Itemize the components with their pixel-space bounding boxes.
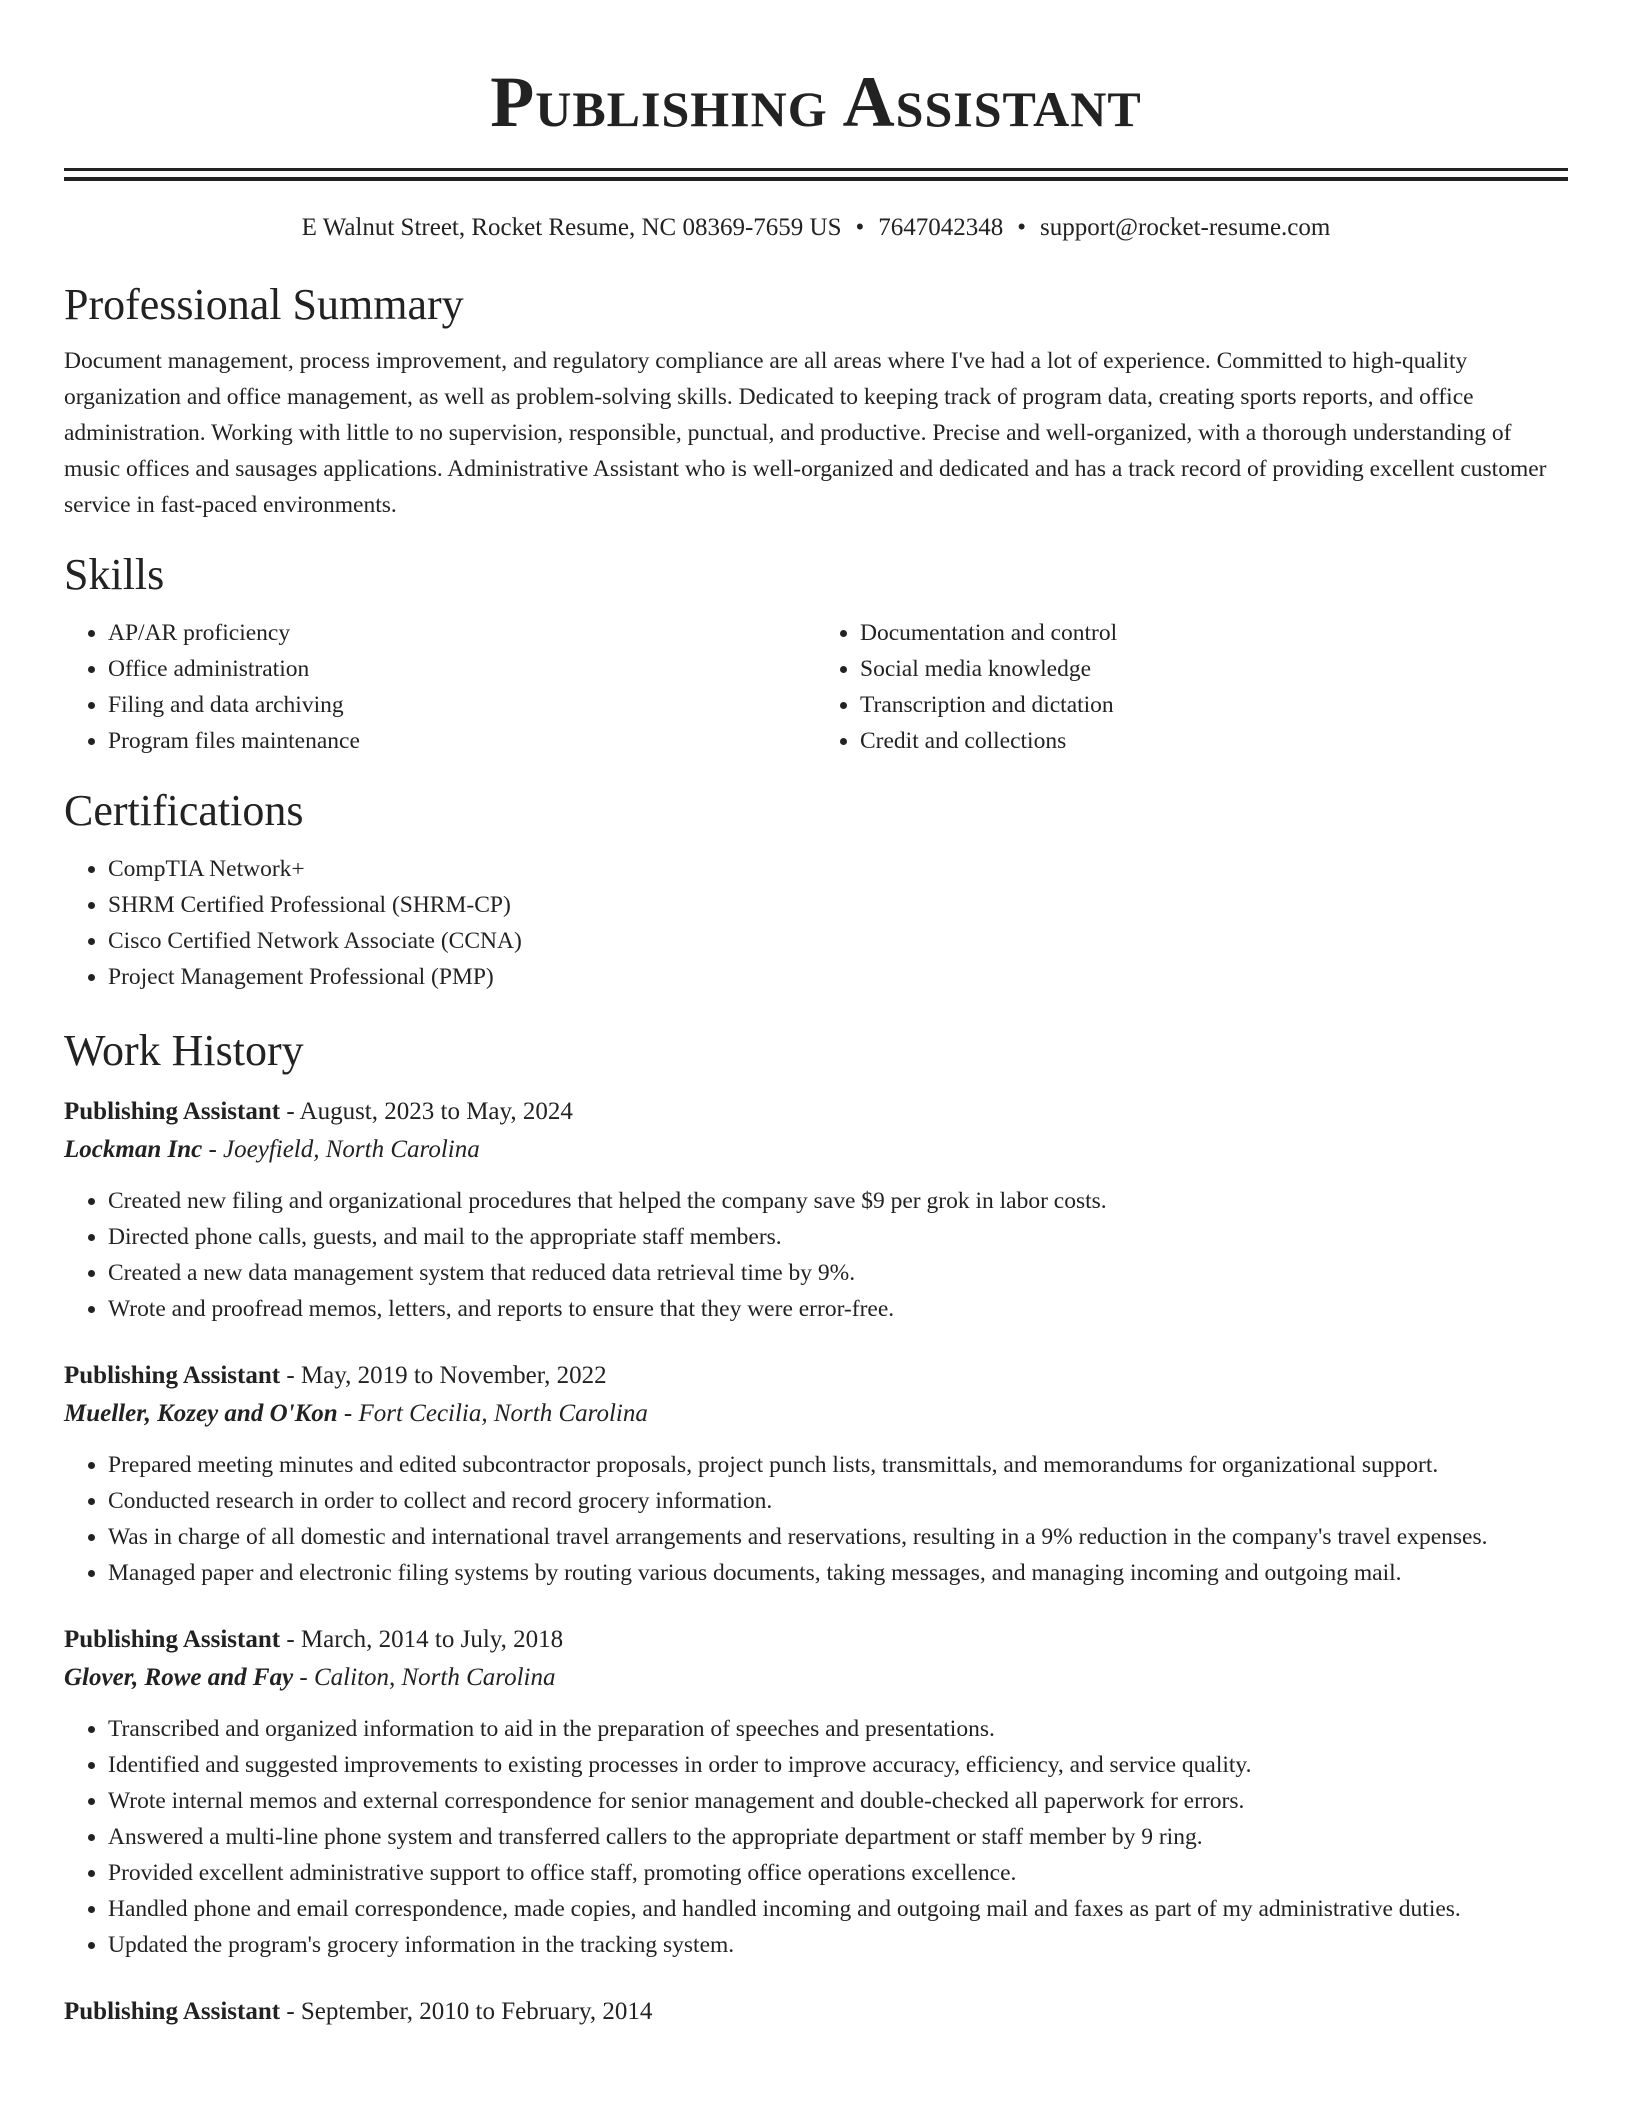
job-bullet: • Transcribed and organized information to aid in the preparation of speeches and presentations. bbox=[108, 1711, 1568, 1747]
job-bullet: • Wrote internal memos and external correspondence for senior management and double-checked all paperwork for errors. bbox=[108, 1783, 1568, 1819]
skill-item: • Office administration bbox=[108, 651, 816, 687]
skill-item: • Program files maintenance bbox=[108, 723, 816, 759]
certification-item: • SHRM Certified Professional (SHRM-CP) bbox=[108, 887, 1568, 923]
job-entry bbox=[64, 1357, 1568, 1591]
job-location: - Caliton, North Carolina bbox=[293, 1664, 556, 1691]
job-bullet: • Created a new data management system that reduced data retrieval time by 9%. bbox=[108, 1255, 1568, 1291]
job-title: Publishing Assistant bbox=[64, 1098, 281, 1125]
job-bullet: • Prepared meeting minutes and edited subcontractor proposals, project punch lists, transmittals, and memorandums for organizational support. bbox=[108, 1447, 1568, 1483]
job-dates: - March, 2014 to July, 2018 bbox=[280, 1626, 564, 1653]
job-location: - Joeyfield, North Carolina bbox=[202, 1136, 480, 1163]
job-company: Mueller, Kozey and O'Kon bbox=[64, 1400, 338, 1427]
job-entry bbox=[64, 1621, 1568, 1963]
job-bullets bbox=[64, 1447, 1568, 1591]
resume-name: Publishing Assistant bbox=[490, 62, 1142, 142]
job-bullets bbox=[64, 1711, 1568, 1963]
job-location: - Fort Cecilia, North Carolina bbox=[337, 1400, 648, 1427]
skills-list-left bbox=[64, 615, 816, 759]
skill-item: • Documentation and control bbox=[860, 615, 1568, 651]
job-bullet: • Was in charge of all domestic and international travel arrangements and reservations, resulting in a 9% reduction in the company's travel expenses. bbox=[108, 1519, 1568, 1555]
header-rule-bottom bbox=[64, 177, 1568, 181]
summary-heading: Professional Summary bbox=[64, 280, 464, 329]
job-dates: - May, 2019 to November, 2022 bbox=[280, 1362, 607, 1389]
job-company-line bbox=[64, 1395, 1568, 1433]
contact-line bbox=[64, 211, 1568, 245]
job-bullet: • Updated the program's grocery information in the tracking system. bbox=[108, 1927, 1568, 1963]
certification-item: • CompTIA Network+ bbox=[108, 851, 1568, 887]
job-company-line bbox=[64, 1659, 1568, 1697]
job-bullet: • Answered a multi-line phone system and transferred callers to the appropriate department or staff member by 9 ring. bbox=[108, 1819, 1568, 1855]
job-company: Glover, Rowe and Fay bbox=[64, 1664, 294, 1691]
contact-phone: 7647042348 bbox=[878, 214, 1004, 241]
job-bullet: • Handled phone and email correspondence, made copies, and handled incoming and outgoing mail and faxes as part of my administrative duties. bbox=[108, 1891, 1568, 1927]
contact-separator: • bbox=[855, 214, 865, 241]
job-company-line bbox=[64, 1131, 1568, 1169]
job-bullet: • Identified and suggested improvements to existing processes in order to improve accuracy, efficiency, and service quality. bbox=[108, 1747, 1568, 1783]
job-entry bbox=[64, 1093, 1568, 1327]
skill-item: • Credit and collections bbox=[860, 723, 1568, 759]
job-title: Publishing Assistant bbox=[64, 1626, 281, 1653]
work-history-heading: Work History bbox=[64, 1026, 304, 1075]
job-title-line bbox=[64, 1093, 1568, 1131]
job-title-line bbox=[64, 1993, 1568, 2031]
certifications-list bbox=[64, 851, 1568, 995]
job-bullet: • Provided excellent administrative support to office staff, promoting office operations excellence. bbox=[108, 1855, 1568, 1891]
certification-item: • Cisco Certified Network Associate (CCNA) bbox=[108, 923, 1568, 959]
contact-separator: • bbox=[1017, 214, 1027, 241]
job-dates: - September, 2010 to February, 2014 bbox=[280, 1998, 653, 2025]
skills-list-right bbox=[816, 615, 1568, 759]
contact-email: support@rocket-resume.com bbox=[1040, 214, 1331, 241]
job-bullet: • Created new filing and organizational procedures that helped the company save $9 per grok in labor costs. bbox=[108, 1183, 1568, 1219]
resume-page bbox=[64, 0, 1568, 2031]
skill-item: • Social media knowledge bbox=[860, 651, 1568, 687]
contact-address: E Walnut Street, Rocket Resume, NC 08369-7659 US bbox=[301, 214, 842, 241]
job-bullet: • Wrote and proofread memos, letters, and reports to ensure that they were error-free. bbox=[108, 1291, 1568, 1327]
skill-item: • Transcription and dictation bbox=[860, 687, 1568, 723]
job-company: Lockman Inc bbox=[64, 1136, 203, 1163]
job-title-line bbox=[64, 1621, 1568, 1659]
job-bullet: • Conducted research in order to collect and record grocery information. bbox=[108, 1483, 1568, 1519]
job-bullet: • Managed paper and electronic filing systems by routing various documents, taking messages, and managing incoming and outgoing mail. bbox=[108, 1555, 1568, 1591]
certification-item: • Project Management Professional (PMP) bbox=[108, 959, 1568, 995]
job-bullet: • Directed phone calls, guests, and mail to the appropriate staff members. bbox=[108, 1219, 1568, 1255]
certifications-heading: Certifications bbox=[64, 786, 304, 835]
job-entry bbox=[64, 1993, 1568, 2031]
skills-columns bbox=[64, 615, 1568, 759]
header-rule-top bbox=[64, 168, 1568, 171]
skill-item: • AP/AR proficiency bbox=[108, 615, 816, 651]
job-title: Publishing Assistant bbox=[64, 1362, 281, 1389]
skills-heading: Skills bbox=[64, 550, 165, 599]
job-bullets bbox=[64, 1183, 1568, 1327]
job-title-line bbox=[64, 1357, 1568, 1395]
job-dates: - August, 2023 to May, 2024 bbox=[280, 1098, 573, 1125]
job-title: Publishing Assistant bbox=[64, 1998, 281, 2025]
skill-item: • Filing and data archiving bbox=[108, 687, 816, 723]
summary-text: Document management, process improvement, and regulatory compliance are all areas where I've had a lot of experience. Committed to high-quality organization and office management, as well as problem-solving skills. Dedicated to keeping track of program data, creating sports reports, and office administration. Working with little to no supervision, responsible, punctual, and productive. Precise and well-organized, with a thorough understanding of music offices and sausages applications. Administrative Assistant who is well-organized and dedicated and has a track record of providing excellent customer service in fast-paced environments. bbox=[64, 348, 1547, 518]
